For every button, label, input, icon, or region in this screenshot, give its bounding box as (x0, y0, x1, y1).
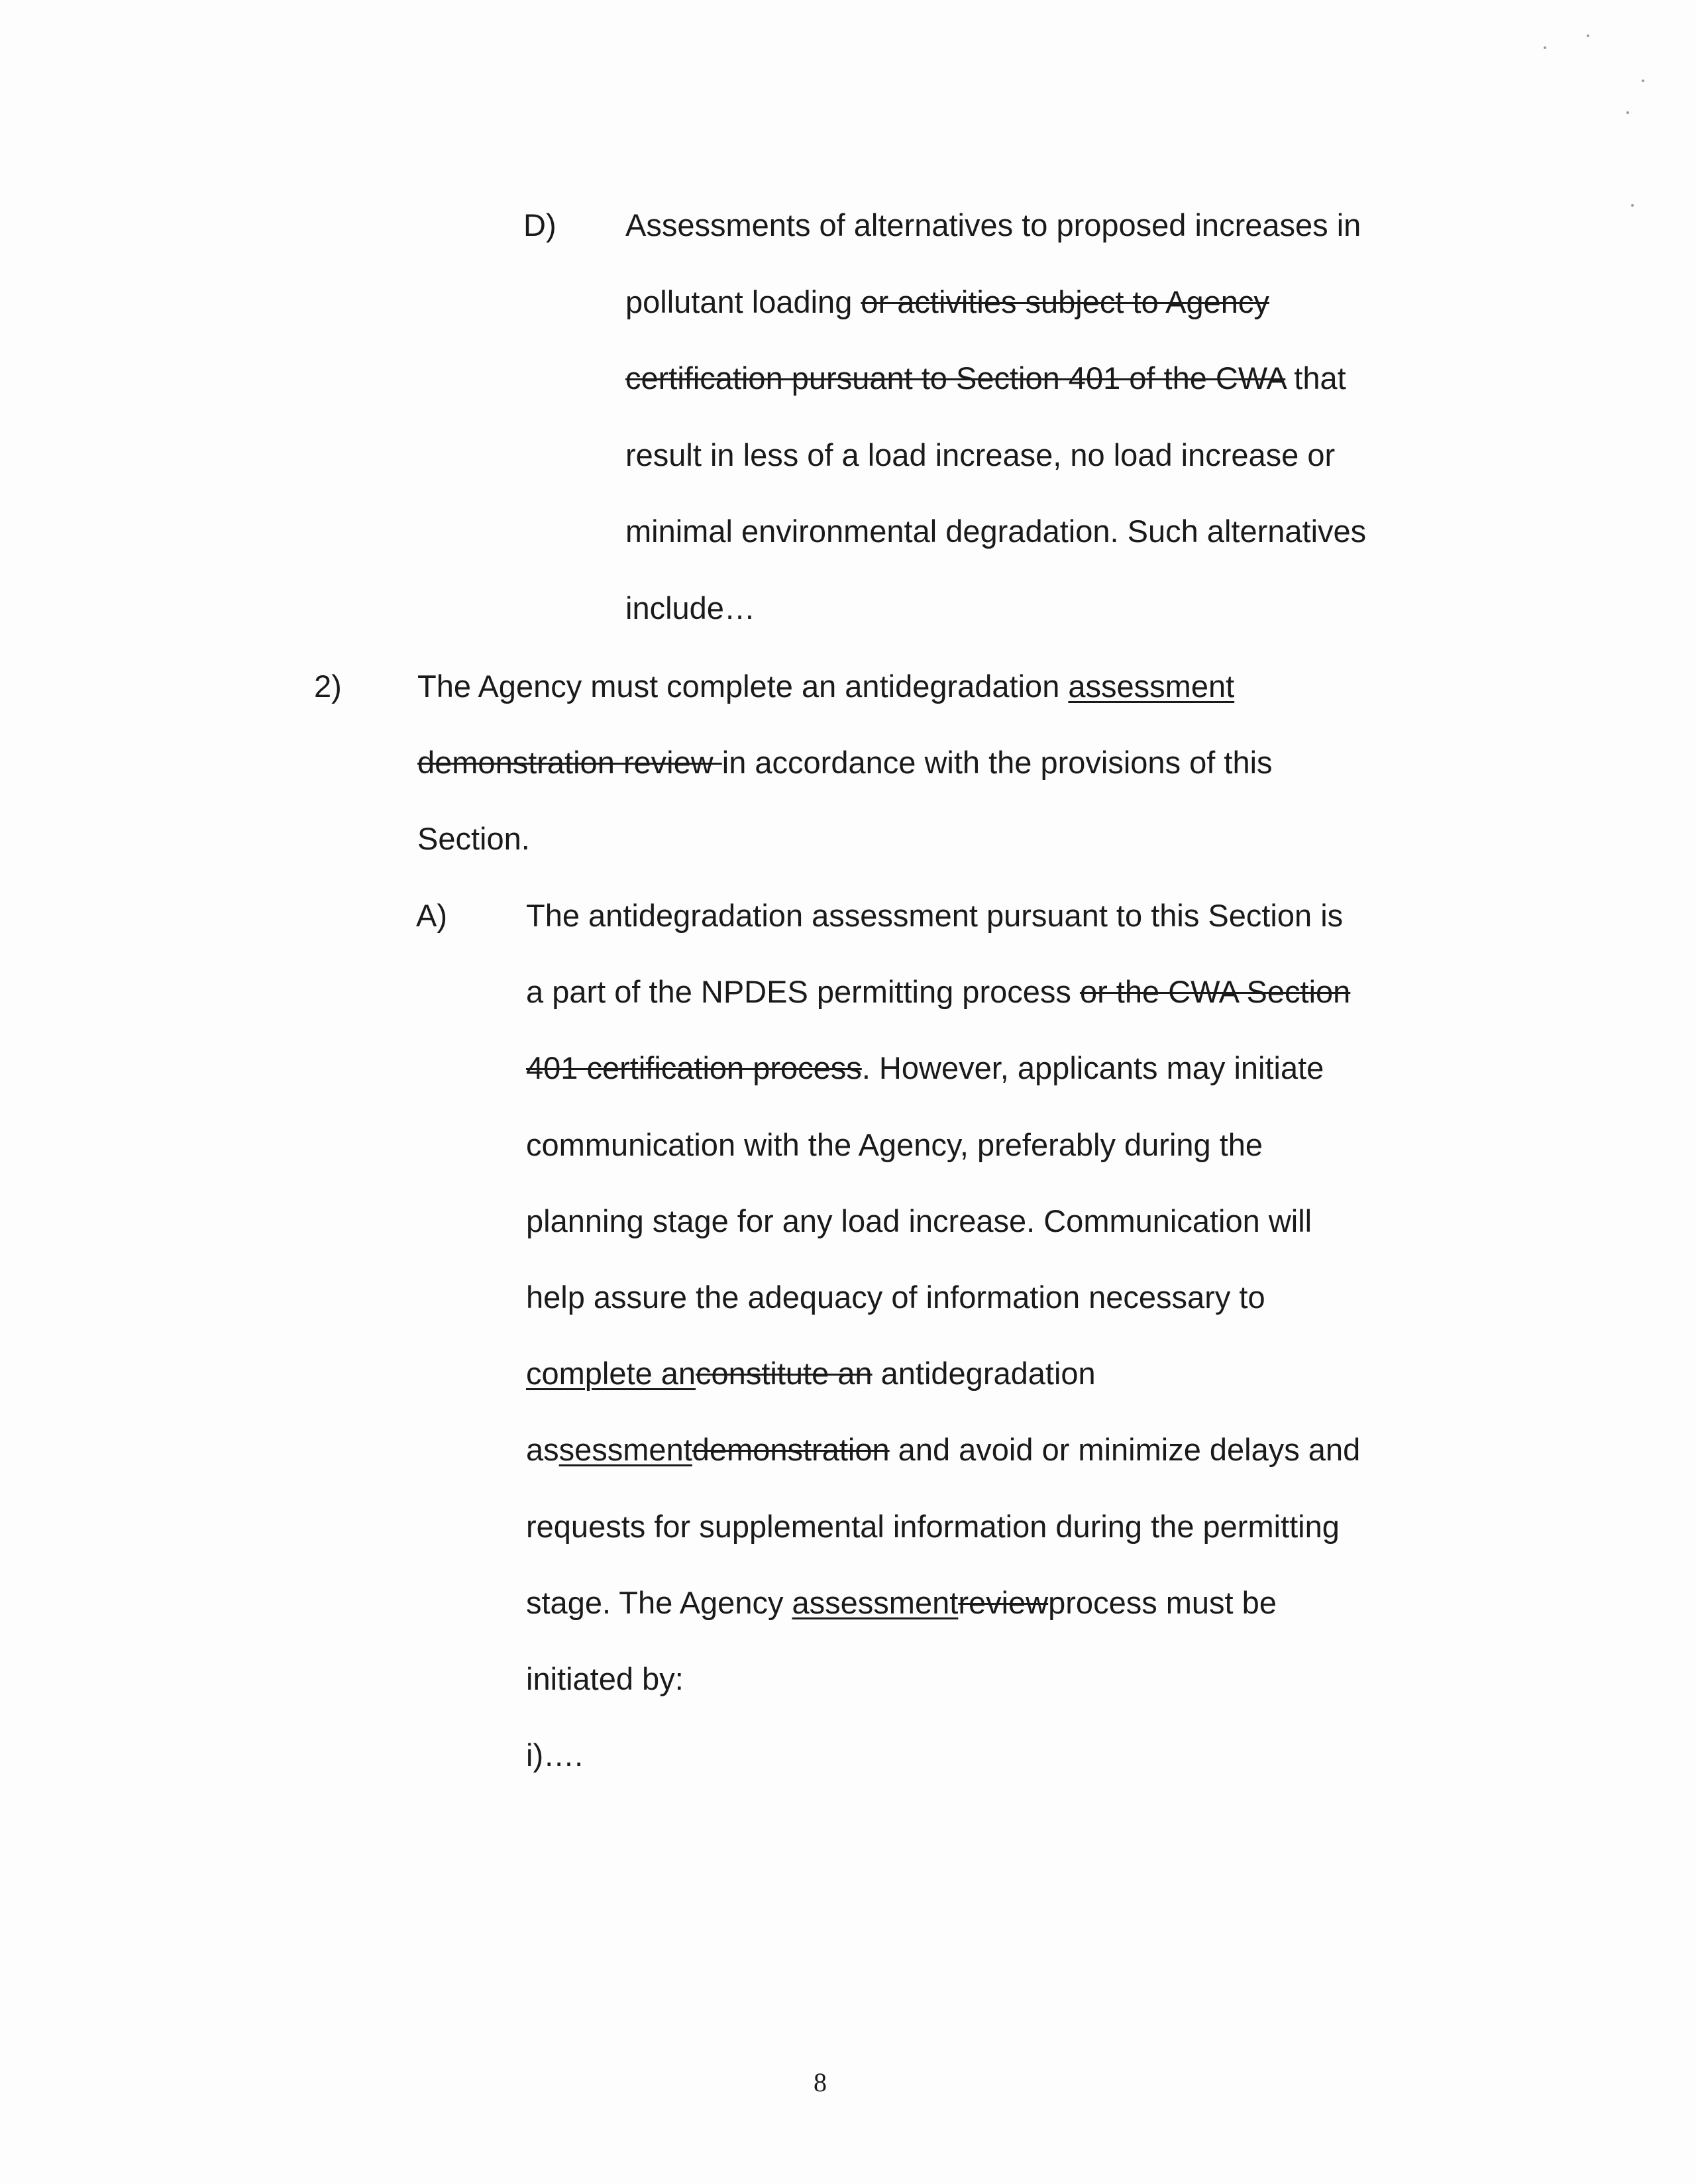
text-line (625, 435, 1335, 475)
text-segment: requests for supplemental information during the permitting (526, 1508, 1340, 1544)
deleted-text: 401 certification process (526, 1050, 862, 1086)
deleted-text: constitute an (696, 1356, 873, 1392)
deleted-text: or activities subject to Agency (861, 284, 1269, 319)
scan-speck (1631, 204, 1634, 207)
item-d-marker: D) (523, 207, 556, 243)
text-line (526, 1430, 1360, 1470)
text-line (625, 205, 1361, 245)
text-line (526, 972, 1350, 1012)
deleted-text: demonstration (692, 1432, 890, 1468)
text-segment: planning stage for any load increase. Communication will (526, 1203, 1312, 1238)
text-line (526, 1507, 1340, 1547)
text-segment: as (526, 1432, 559, 1468)
deleted-text: review (958, 1584, 1049, 1620)
text-line (526, 1659, 684, 1699)
text-segment: pollutant loading (625, 284, 861, 319)
inserted-text: assessment (1068, 669, 1235, 704)
text-segment: process must be (1048, 1584, 1277, 1620)
text-line (417, 819, 530, 859)
text-segment: The antidegradation assessment pursuant to this Section is (526, 898, 1344, 933)
deleted-text: certification pursuant to Section 401 of the CWA (625, 360, 1286, 396)
text-segment: in accordance with the provisions of this (721, 745, 1273, 780)
text-segment: and avoid or minimize delays and (889, 1432, 1361, 1468)
text-line (526, 1278, 1265, 1317)
text-line (417, 743, 1273, 783)
text-segment: communication with the Agency, preferably during the (526, 1126, 1263, 1162)
text-line (417, 667, 1234, 706)
text-segment: stage. The Agency (526, 1584, 792, 1620)
text-segment: help assure the adequacy of information necessary to (526, 1280, 1265, 1315)
text-segment: that (1285, 360, 1346, 396)
deleted-text: or the CWA Section (1079, 974, 1351, 1010)
text-segment: . However, applicants may initiate (861, 1050, 1324, 1086)
text-segment: Section. (417, 821, 530, 856)
text-line (526, 896, 1343, 936)
text-line (625, 282, 1269, 322)
item-2-marker: 2) (314, 669, 342, 704)
text-line (526, 1583, 1277, 1623)
text-segment: include… (625, 590, 755, 626)
scan-speck (1544, 46, 1546, 49)
scan-speck (1642, 80, 1644, 82)
text-segment: antidegradation (872, 1356, 1096, 1392)
page-number: 8 (814, 2067, 827, 2097)
text-line (526, 1735, 583, 1775)
text-segment: result in less of a load increase, no load increase or (625, 437, 1336, 472)
text-segment: The Agency must complete an antidegradation (417, 669, 1069, 704)
text-line (625, 358, 1346, 398)
text-segment: initiated by: (526, 1661, 684, 1696)
text-segment: Assessments of alternatives to proposed increases in (625, 207, 1361, 243)
inserted-text: sessment (558, 1432, 692, 1468)
text-line (526, 1048, 1324, 1088)
inserted-text: complete an (526, 1356, 696, 1392)
text-line (526, 1201, 1312, 1241)
scan-speck (1587, 34, 1589, 37)
scan-speck (1626, 111, 1629, 114)
text-line (625, 588, 755, 628)
text-line (625, 512, 1366, 551)
deleted-text: demonstration review (417, 745, 722, 780)
text-segment: i)…. (526, 1737, 584, 1773)
text-segment: minimal environmental degradation. Such alternatives (625, 514, 1367, 549)
text-segment: a part of the NPDES permitting process (526, 974, 1080, 1010)
inserted-text: assessment (792, 1584, 959, 1620)
text-line (526, 1125, 1263, 1165)
text-line (526, 1354, 1096, 1393)
item-a-marker: A) (416, 898, 447, 933)
